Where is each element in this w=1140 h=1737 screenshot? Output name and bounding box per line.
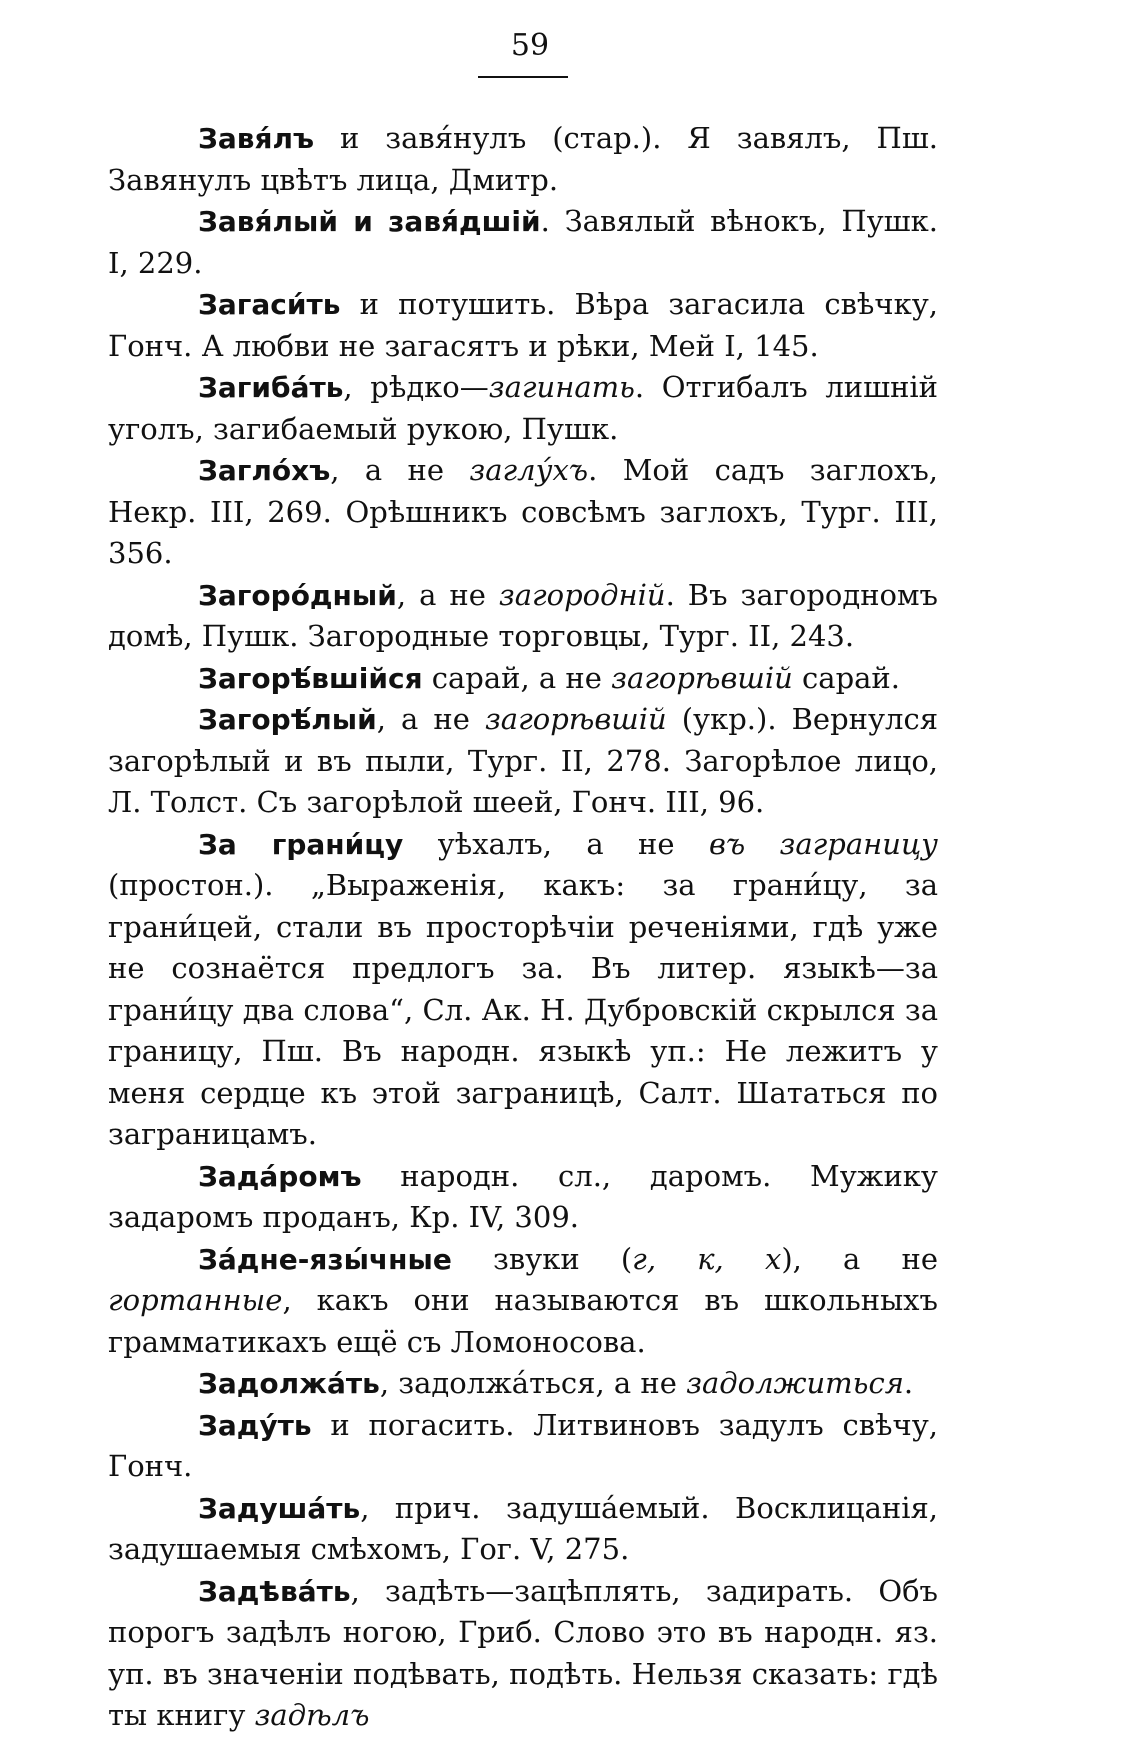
headword: Загаси́ть — [198, 288, 341, 321]
dictionary-entry — [108, 658, 938, 700]
italic-form: загородній — [498, 577, 666, 612]
entry-text: уѣхалъ, а не — [403, 826, 709, 861]
page-number: 59 — [510, 28, 550, 63]
italic-form: задѣлъ — [254, 1698, 370, 1732]
headword: Задуша́ть — [198, 1491, 361, 1525]
entry-text: народн. сл., даромъ. Мужику задаромъ проданъ, Кр. IV, 309. — [108, 1158, 938, 1234]
entry-text: , какъ они называются въ школьныхъ грамматикахъ ещё съ Ломоносова. — [108, 1283, 938, 1359]
dictionary-entry — [108, 1156, 938, 1239]
dictionary-entry — [108, 450, 938, 575]
dictionary-entry — [108, 201, 938, 284]
entry-text: . Мой садъ заглохъ, Некр. III, 269. Орѣшникъ совсѣмъ заглохъ, Тург. III, 356. — [108, 453, 938, 570]
italic-form: г, к, х — [632, 1241, 782, 1276]
dictionary-entry — [108, 1488, 938, 1571]
italic-form: въ заграницу — [708, 826, 938, 861]
entry-text: (укр.). Вернулся загорѣлый и въ пыли, Тург. II, 278. Загорѣлое лицо, Л. Толст. Съ загорѣлой шеей, Гонч. III, 96. — [108, 702, 939, 819]
entry-text: , а не — [330, 453, 470, 487]
dictionary-entry — [108, 118, 938, 201]
dictionary-entry — [108, 1571, 938, 1737]
italic-form: загорѣвшій — [484, 702, 667, 736]
entry-text: , а не — [396, 577, 499, 612]
italic-form: загорѣвшій — [611, 660, 793, 695]
entry-text: , прич. задуша́емый. Восклицанія, задушаемыя смѣхомъ, Гог. V, 275. — [108, 1490, 938, 1566]
entry-text: . — [903, 1366, 914, 1400]
entry-text: ), а не — [781, 1241, 938, 1276]
headword: Загло́хъ — [198, 454, 331, 487]
headword: Загорѣ́вшійся — [198, 661, 423, 695]
entry-text: . Въ загородномъ домѣ, Пушк. Загородные торговцы, Тург. II, 243. — [108, 577, 938, 653]
entry-text: , рѣдко— — [343, 370, 489, 404]
headword: Задолжа́ть — [198, 1367, 380, 1400]
dictionary-entry — [108, 367, 938, 450]
dictionary-entries — [108, 118, 938, 1737]
dictionary-entry — [108, 824, 938, 1156]
headword: За грани́цу — [198, 827, 404, 861]
entry-text: и завя́нулъ (стар.). Я завялъ, Пш. Завянулъ цвѣтъ лица, Дмитр. — [108, 121, 938, 197]
headword: Загоро́дный — [198, 578, 397, 612]
headword: За́дне-язы́чные — [198, 1242, 452, 1276]
italic-form: заглу́хъ — [469, 453, 589, 487]
entry-text: и погасить. Литвиновъ задулъ свѣчу, Гонч. — [108, 1407, 938, 1483]
italic-form: загинать — [488, 370, 635, 404]
dictionary-entry — [108, 1405, 938, 1488]
entry-text: сарай. — [792, 660, 900, 695]
entry-text: , а не — [376, 702, 485, 736]
italic-form: задолжиться — [686, 1366, 904, 1400]
dictionary-entry — [108, 699, 938, 824]
headword: Загиба́ть — [198, 371, 344, 404]
dictionary-entry — [108, 1239, 938, 1364]
entry-text: . Отгибалъ лишній уголъ, загибаемый рукою, Пушк. — [108, 370, 939, 446]
entry-text: сарай, а не — [422, 660, 612, 695]
dictionary-entry — [108, 1363, 938, 1405]
entry-text: (простон.). „Выраженія, какъ: за грани́цу, за грани́цей, стали въ просторѣчіи реченіями, гдѣ уже не сознаётся предлогъ за. Въ литер. языкѣ—за грани́цу два слова“, Сл. Ак. Н. Дубровскій скрылся за границу, Пш. Въ народн. языкѣ уп.: Не лежитъ у меня сердце къ этой заграницѣ, Салт. Шататься по заграницамъ. — [108, 868, 938, 1151]
headword: Задѣва́ть — [198, 1574, 351, 1608]
dictionary-entry — [108, 284, 938, 367]
headword: Заду́ть — [198, 1408, 312, 1442]
dictionary-entry — [108, 575, 938, 658]
italic-form: гортанные — [108, 1283, 283, 1317]
headword: Завя́лъ — [198, 122, 315, 155]
headword: Зада́ромъ — [198, 1159, 362, 1193]
entry-text: и потушить. Вѣра загасила свѣчку, Гонч. А любви не загасятъ и рѣки, Мей I, 145. — [108, 287, 938, 363]
page-number-rule — [478, 76, 568, 78]
entry-text: . Завялый вѣнокъ, Пушк. I, 229. — [108, 204, 938, 280]
entry-text: звуки ( — [451, 1241, 633, 1276]
entry-text: , задолжа́ться, а не — [379, 1366, 687, 1400]
headword: Загорѣ́лый — [198, 703, 377, 736]
entry-text: , задѣть—зацѣплять, задирать. Объ порогъ задѣлъ ногою, Гриб. Слово это въ народн. яз. уп. въ значеніи подѣвать, подѣть. Нельзя сказать: гдѣ ты книгу — [108, 1573, 938, 1732]
headword: Завя́лый и завя́дшій — [198, 205, 541, 238]
